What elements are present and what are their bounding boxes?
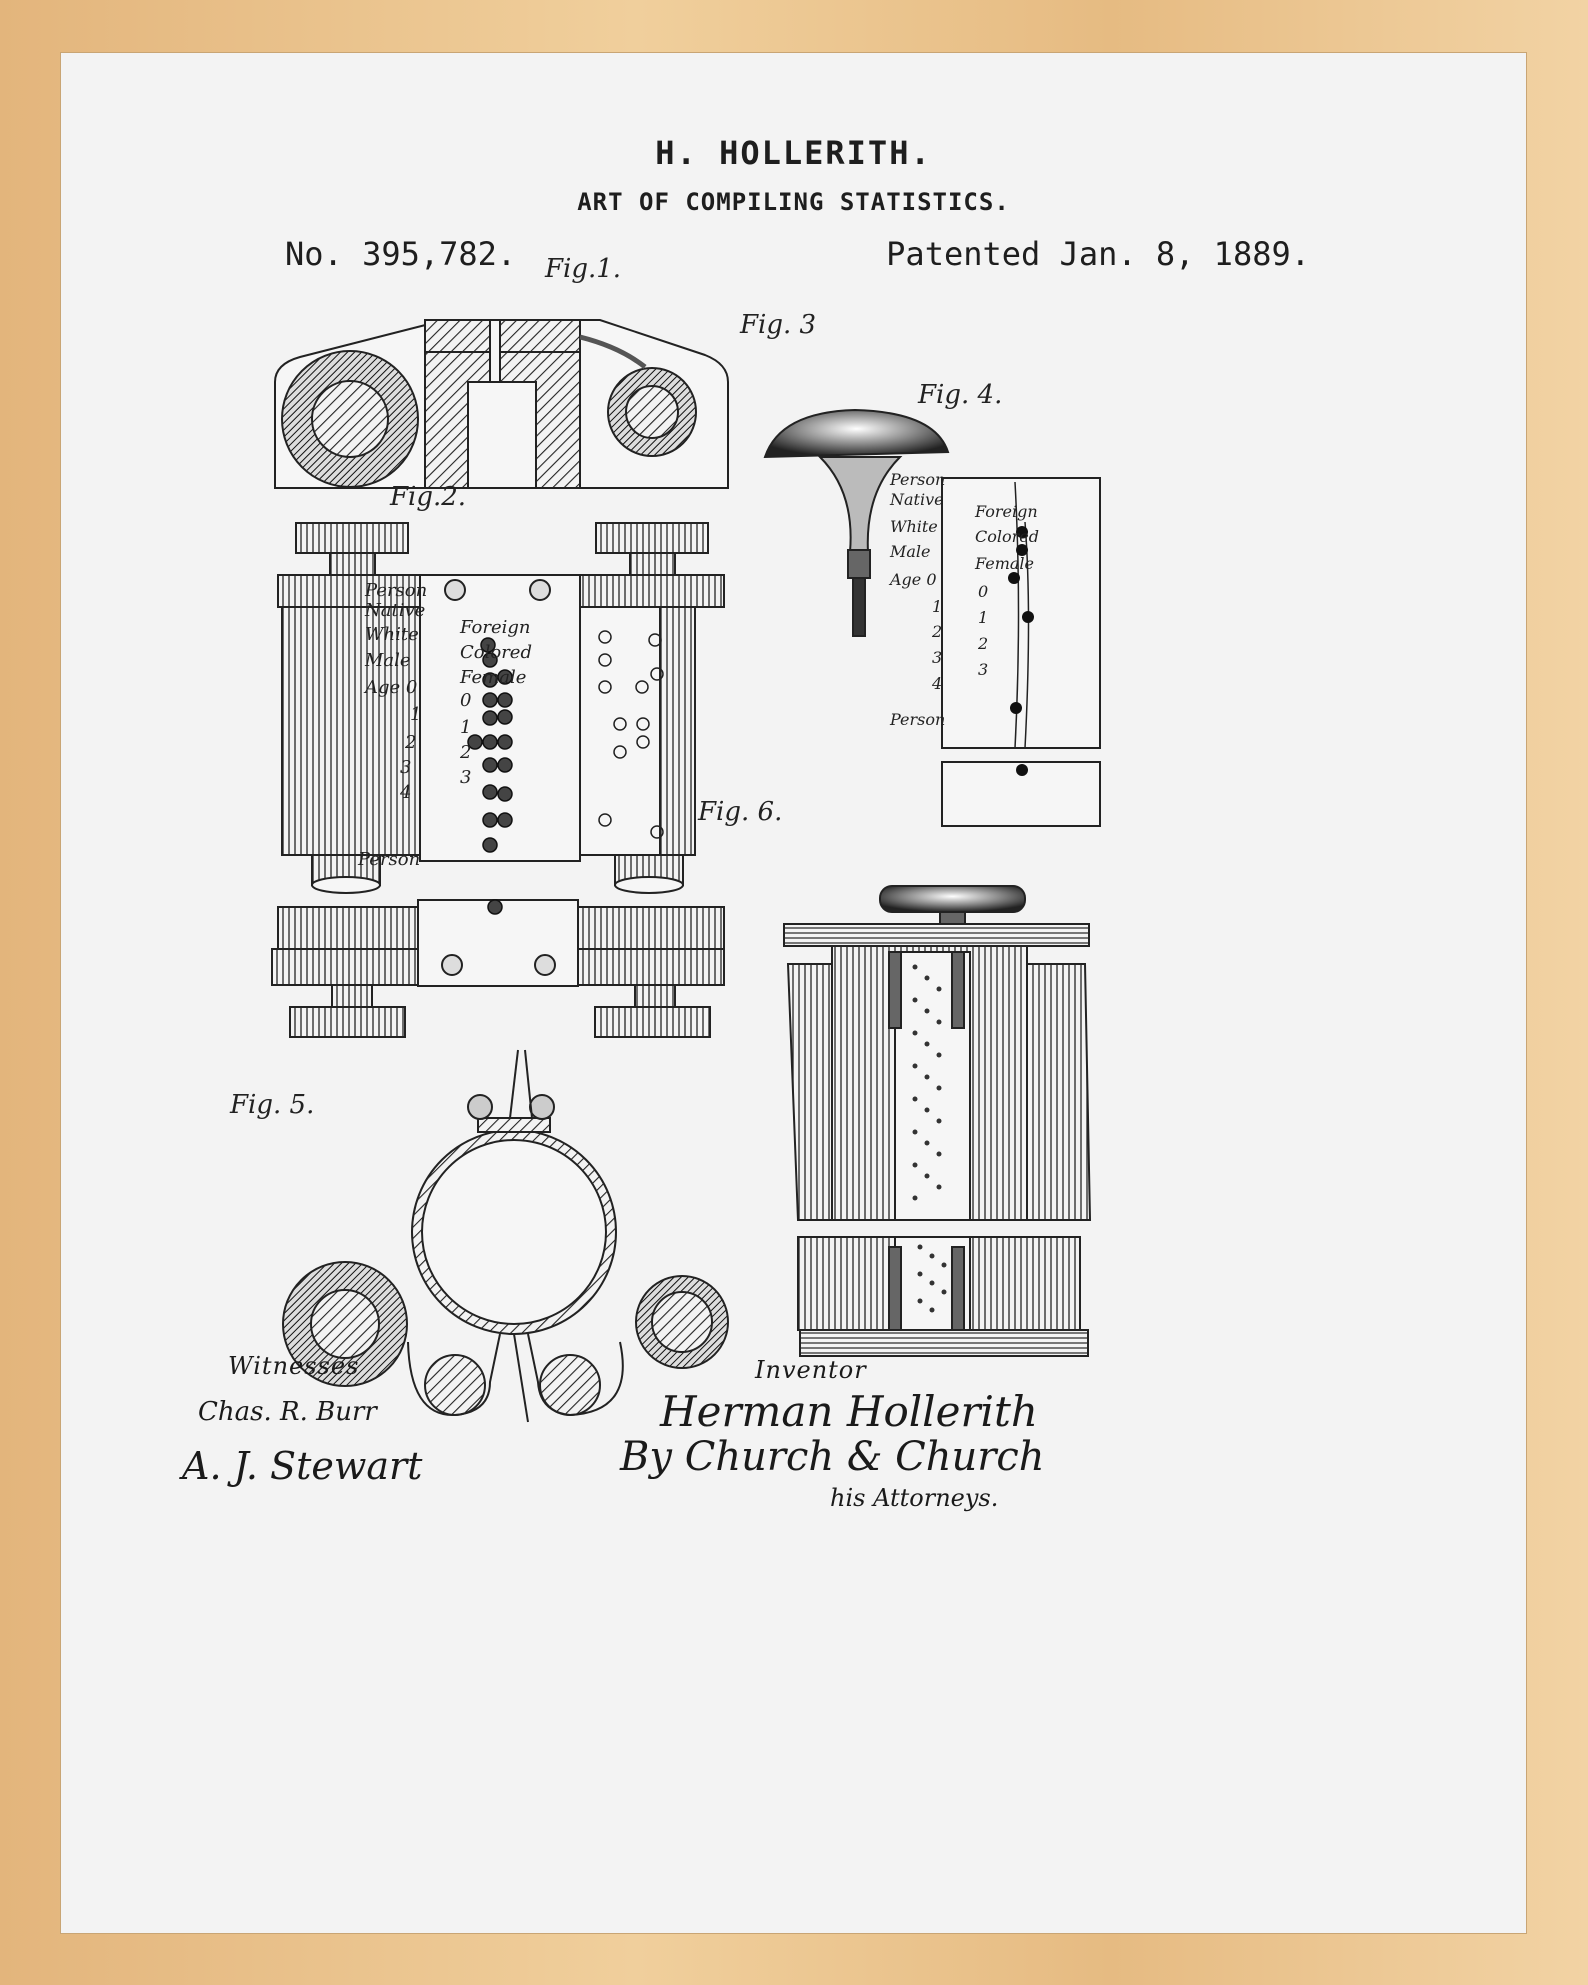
fig1-label: Fig.1.: [545, 254, 622, 284]
fig2-hole: [498, 758, 512, 772]
fig6-hole: [937, 1152, 942, 1157]
fig6-hole: [913, 998, 918, 1003]
fig2-hole: [483, 735, 497, 749]
fig4-label-female: Female: [975, 554, 1034, 573]
fig4-label-r3: 3: [978, 660, 989, 679]
fig6-hole: [930, 1308, 935, 1313]
fig4-label-4: 4: [932, 674, 943, 693]
fig4-label-white: White: [890, 517, 938, 536]
fig6-hole: [937, 1053, 942, 1058]
fig6-hole: [937, 987, 942, 992]
fig2-label-3: 3: [400, 757, 412, 778]
fig6-hole: [930, 1281, 935, 1286]
fig6-hole: [925, 1042, 930, 1047]
fig2-hole: [498, 710, 512, 724]
fig6-hole: [913, 1064, 918, 1069]
fig6-hole: [937, 1185, 942, 1190]
fig3-label: Fig. 3: [740, 310, 817, 340]
witness-2-signature: A. J. Stewart: [182, 1444, 423, 1488]
attorneys-caption: his Attorneys.: [830, 1484, 999, 1512]
fig2-label-foreign: Foreign: [460, 617, 531, 638]
patent-sheet: [60, 52, 1527, 1934]
fig6-hole: [942, 1263, 947, 1268]
fig2-label-age0: Age 0: [365, 677, 418, 698]
fig2-label-colored: Colored: [460, 642, 532, 663]
fig6-hole: [918, 1299, 923, 1304]
fig6-hole: [913, 1097, 918, 1102]
fig2-label: Fig.2.: [390, 482, 467, 512]
fig4-hole: [1010, 702, 1022, 714]
fig2-hole: [498, 693, 512, 707]
inventor-signature: Herman Hollerith: [660, 1387, 1038, 1436]
fig4-label-male: Male: [890, 542, 931, 561]
fig6-hole: [925, 1075, 930, 1080]
fig4-label-native: Native: [890, 490, 944, 509]
fig6-hole: [918, 1272, 923, 1277]
fig4-hole: [1016, 764, 1028, 776]
fig4-label-r2: 2: [978, 634, 989, 653]
fig4-stub-label: Person: [890, 710, 946, 729]
fig6-hole: [925, 1009, 930, 1014]
fig6-hole: [925, 1108, 930, 1113]
fig6-hole: [913, 965, 918, 970]
fig4-label-age0: Age 0: [890, 570, 937, 589]
witness-1-signature: Chas. R. Burr: [198, 1397, 377, 1427]
inventor-heading: Inventor: [755, 1356, 867, 1384]
fig2-label-r2: 2: [460, 742, 472, 763]
patent-date: Patented Jan. 8, 1889.: [886, 235, 1310, 273]
fig6-hole: [937, 1119, 942, 1124]
fig4-label-foreign: Foreign: [975, 502, 1038, 521]
fig2-hole: [483, 693, 497, 707]
fig4-label-r1: 1: [978, 608, 989, 627]
fig4-hole: [1008, 572, 1020, 584]
fig6-hole: [925, 1141, 930, 1146]
fig4-label-colored: Colored: [975, 527, 1039, 546]
patent-number: No. 395,782.: [285, 235, 517, 273]
fig2-label-female: Female: [460, 667, 527, 688]
fig2-hole: [483, 813, 497, 827]
attorney-signature: By Church & Church: [620, 1434, 1045, 1480]
fig6-hole: [937, 1086, 942, 1091]
witnesses-heading: Witnesses: [228, 1352, 360, 1380]
fig2-label-r1: 1: [460, 717, 472, 738]
fig2-label-r0: 0: [460, 690, 472, 711]
fig6-hole: [913, 1196, 918, 1201]
fig2-hole: [483, 758, 497, 772]
fig4-label-1: 1: [932, 597, 943, 616]
fig4-label-person: Person: [890, 470, 946, 489]
fig2-label-4: 4: [400, 782, 412, 803]
fig4-label-r0: 0: [978, 582, 989, 601]
fig2-hole: [488, 900, 502, 914]
fig2-hole: [498, 813, 512, 827]
fig6-label: Fig. 6.: [698, 797, 783, 827]
fig2-hole: [483, 711, 497, 725]
fig4-label-3: 3: [932, 648, 943, 667]
fig2-hole: [498, 787, 512, 801]
fig6-hole: [942, 1290, 947, 1295]
fig2-strip-label: Person: [358, 849, 421, 870]
fig6-hole: [913, 1031, 918, 1036]
fig2-drawing: [272, 523, 724, 1037]
fig2-label-white: White: [365, 624, 419, 645]
fig2-label-person: Person: [365, 580, 428, 601]
fig6-hole: [913, 1163, 918, 1168]
patent-title: ART OF COMPILING STATISTICS.: [577, 188, 1010, 216]
fig2-hole: [498, 735, 512, 749]
fig6-hole: [918, 1245, 923, 1250]
fig6-hole: [930, 1254, 935, 1259]
fig2-hole: [483, 785, 497, 799]
fig6-hole: [937, 1020, 942, 1025]
fig6-hole: [925, 976, 930, 981]
fig1-drawing: [275, 320, 728, 488]
fig6-hole: [913, 1130, 918, 1135]
fig2-label-native: Native: [365, 600, 426, 621]
fig2-label-r3: 3: [460, 767, 472, 788]
fig2-label-2: 2: [405, 732, 417, 753]
fig4-label: Fig. 4.: [918, 380, 1003, 410]
fig2-hole: [483, 838, 497, 852]
fig5-label: Fig. 5.: [230, 1090, 315, 1120]
fig2-label-male: Male: [365, 650, 411, 671]
fig4-label-2: 2: [932, 622, 943, 641]
fig2-label-1: 1: [410, 704, 422, 725]
fig6-hole: [925, 1174, 930, 1179]
fig4-hole: [1022, 611, 1034, 623]
inventor-name: H. HOLLERITH.: [655, 134, 932, 172]
